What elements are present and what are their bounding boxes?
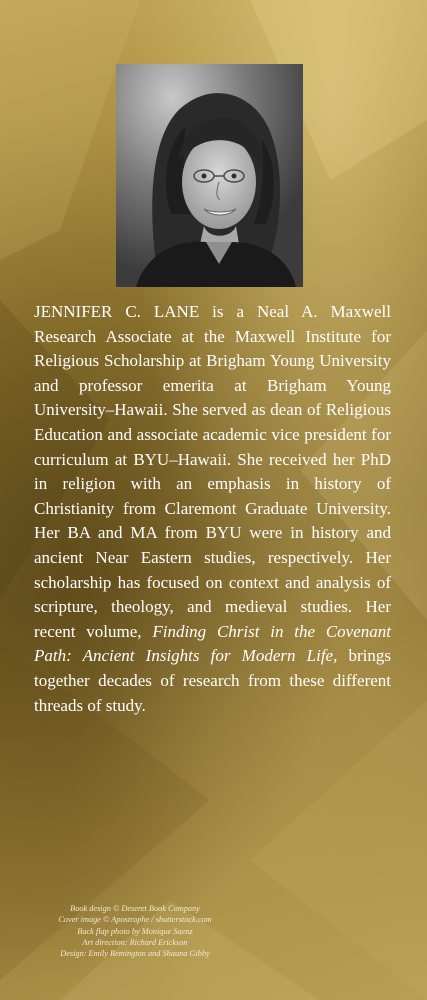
credit-line-art-direction: Art direction: Richard Erickson <box>82 937 188 947</box>
design-credits <box>0 903 270 959</box>
credit-line-design: Design: Emily Remington and Shauna Gibby <box>60 949 210 959</box>
credit-line-photo: Back flap photo by Monique Saenz <box>77 926 193 936</box>
book-title: Finding Christ in the Covenant Path: Ancient Insights for Modern Life, <box>34 621 391 666</box>
author-bio <box>34 300 391 718</box>
bio-text-end: brings together decades of research from these different threads of study. <box>34 646 391 715</box>
bio-text-start: JENNIFER C. LANE is a Neal A. Maxwell Research Associate at the Maxwell Institute for Religious Scholarship at Brigham Young University and professor emerita at Brigham Young University–Hawaii. She served as dean of Religious Education and associate academic vice president for curriculum at BYU–Hawaii. She received her PhD in religion with an emphasis in history of Christianity from Claremont Graduate University. Her BA and MA from BYU were in history and ancient Near Eastern studies, respectively. Her scholarship has focused on context and analysis of scripture, theology, and medieval studies. Her recent volume, <box>34 302 391 641</box>
credit-line-cover-image: Cover image © Apostrophe / shutterstock.com <box>58 915 212 925</box>
author-portrait-image <box>116 64 303 287</box>
credit-line-book-design: Book design © Deseret Book Company <box>70 904 200 913</box>
author-photo <box>116 64 303 287</box>
